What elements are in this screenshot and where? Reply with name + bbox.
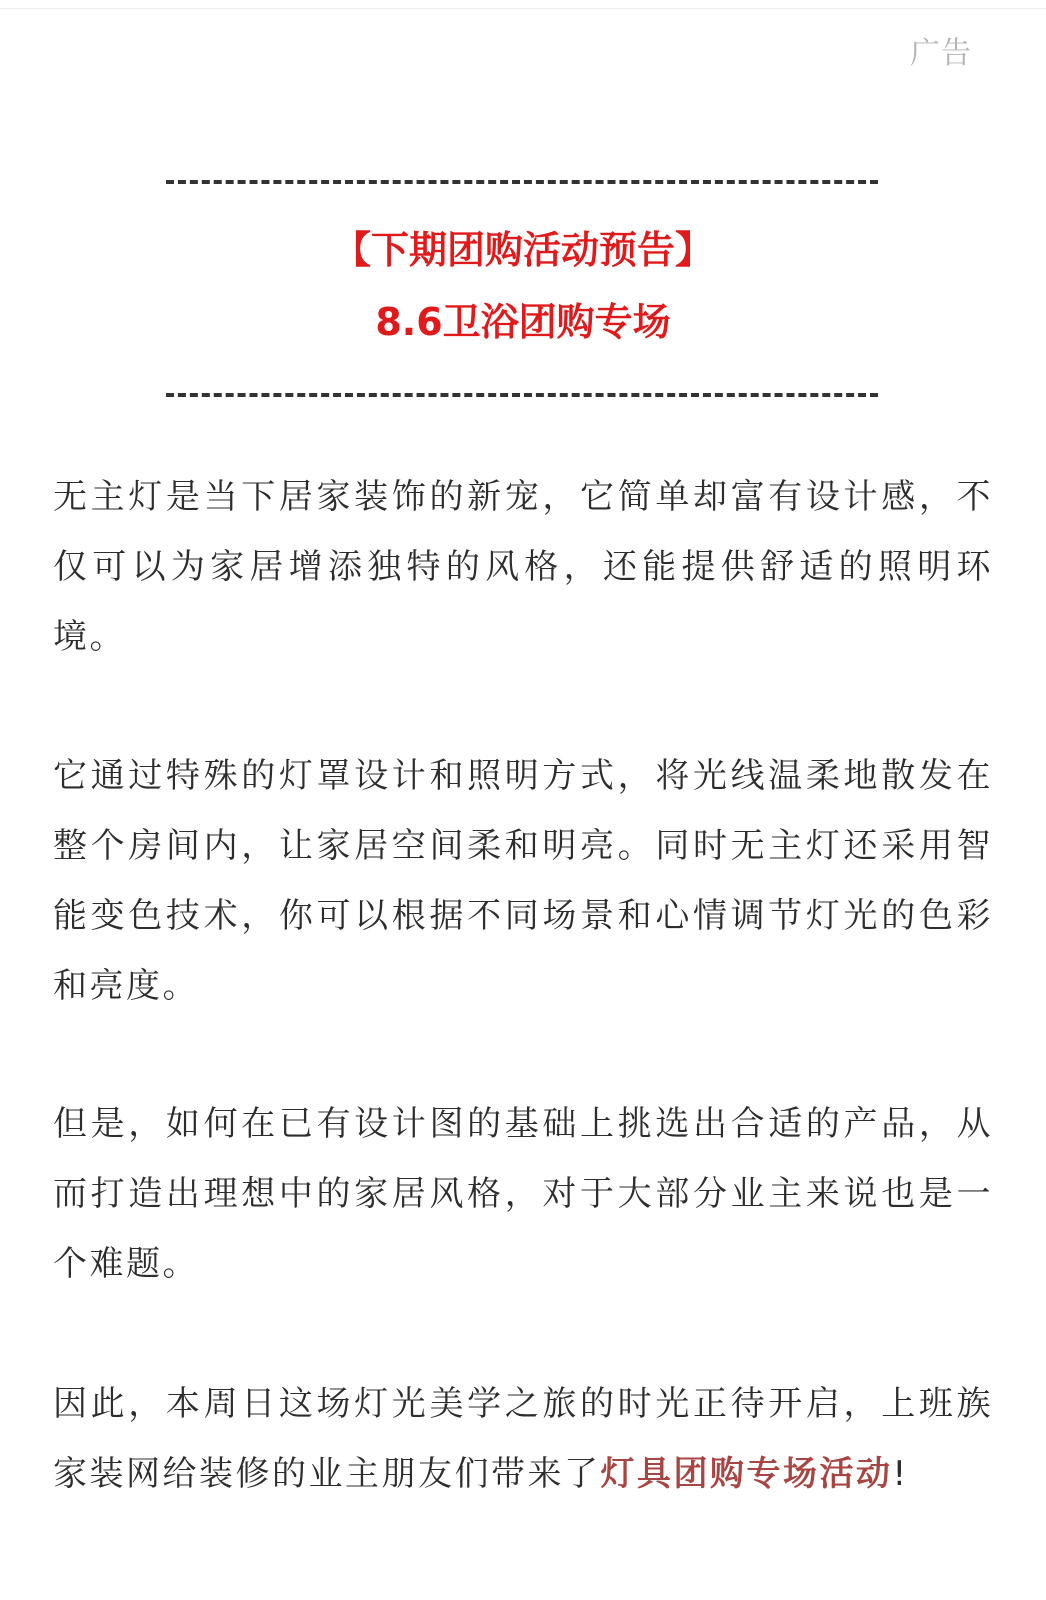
paragraph-event-text: 因此，本周日这场灯光美学之旅的时光正待开启，上班族家装网给装修的业主朋友们带来了 <box>53 1384 993 1494</box>
ad-label[interactable]: 广告 <box>910 36 972 71</box>
paragraph-intro: 无主灯是当下居家装饰的新宠，它简单却富有设计感，不仅可以为家居增添独特的风格，还能提供舒适的照明环境。 <box>53 477 993 657</box>
dashed-divider-bottom <box>166 393 878 397</box>
paragraph-event <box>53 1369 993 1509</box>
announcement-subtitle: 8.6卫浴团购专场 <box>375 300 671 344</box>
event-highlight: 灯具团购专场活动 <box>600 1454 893 1494</box>
paragraph-event-end: ! <box>892 1454 909 1494</box>
announcement-title: 【下期团购活动预告】 <box>332 228 713 272</box>
paragraph-problem: 但是，如何在已有设计图的基础上挑选出合适的产品，从而打造出理想中的家居风格，对于大部分业主来说也是一个难题。 <box>53 1104 993 1284</box>
dashed-divider-top <box>166 180 878 184</box>
top-divider <box>0 8 1046 9</box>
paragraph-lighting: 它通过特殊的灯罩设计和照明方式，将光线温柔地散发在整个房间内，让家居空间柔和明亮。同时无主灯还采用智能变色技术，你可以根据不同场景和心情调节灯光的色彩和亮度。 <box>53 756 993 1006</box>
